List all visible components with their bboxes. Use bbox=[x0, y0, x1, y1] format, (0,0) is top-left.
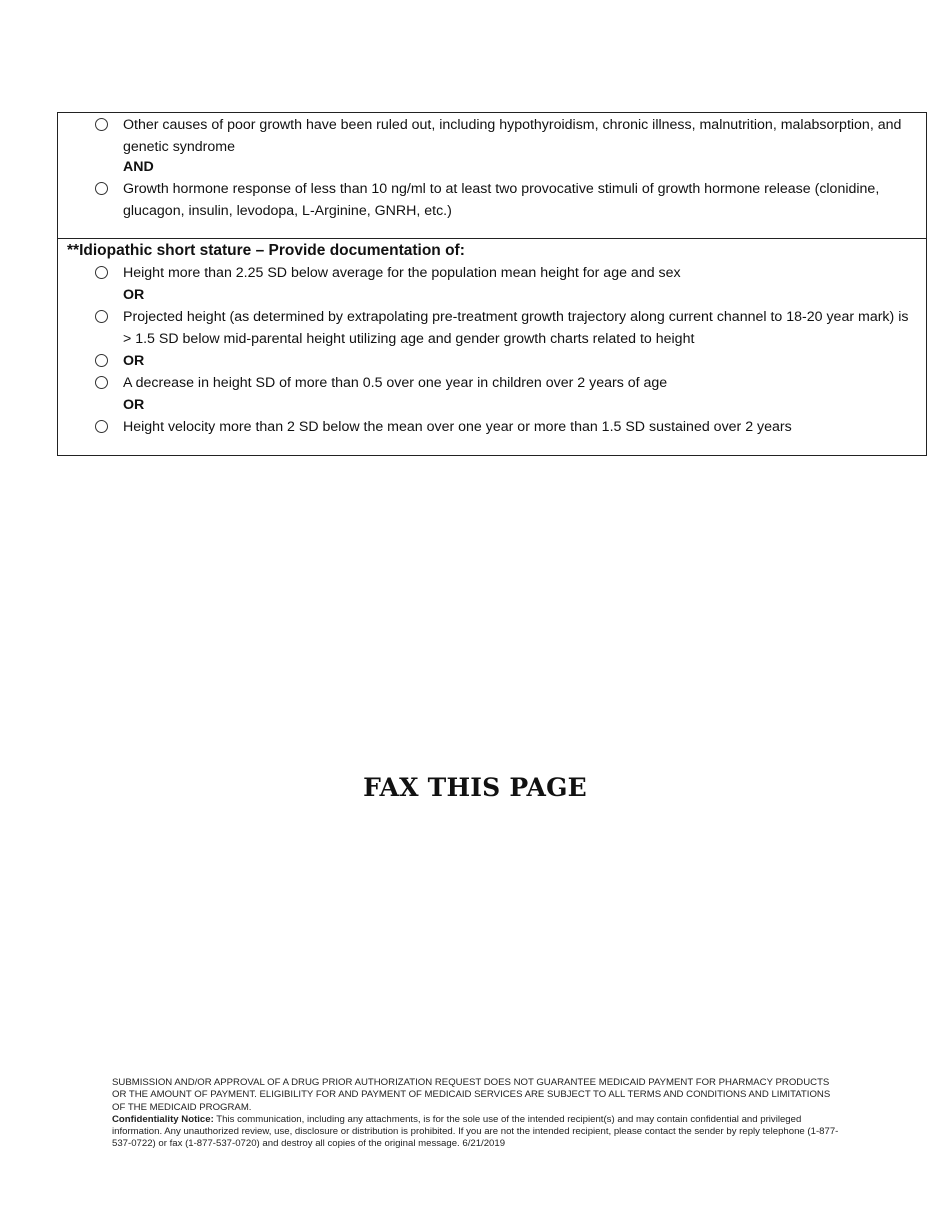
fax-page-title: FAX THIS PAGE bbox=[363, 773, 587, 802]
criteria-box-idiopathic-short-stature bbox=[57, 238, 927, 456]
disclaimer-text: SUBMISSION AND/OR APPROVAL OF A DRUG PRIOR AUTHORIZATION REQUEST DOES NOT GUARANTEE MEDICAID PAYMENT FOR PHARMACY PRODUCTS OR THE AMOUNT OF PAYMENT. ELIGIBILITY FOR AND PAYMENT OF MEDICAID SERVICES ARE SUBJECT TO ALL TERMS AND CONDITIONS AND LIMITATIONS OF THE MEDICAID PROGRAM. bbox=[112, 1077, 831, 1113]
criteria-item bbox=[58, 416, 926, 438]
confidentiality-notice bbox=[112, 1114, 842, 1151]
criteria-item bbox=[58, 372, 926, 394]
criteria-item-text: Projected height (as determined by extrapolating pre-treatment growth trajectory along current channel to 18-20 year mark) is > 1.5 SD below mid-parental height utilizing age and gender growth charts related to height bbox=[123, 309, 909, 347]
radio-button[interactable] bbox=[95, 266, 108, 279]
confidentiality-text: This communication, including any attachments, is for the sole use of the intended recipient(s) and may contain confidential and privileged information. Any unauthorized review, use, disclosure or distribution is prohibited. If you are not the intended recipient, please contact the sender by reply telephone (1-877-537-0722) or fax (1-877-537-0720) and destroy all copies of the original message. 6/21/2019 bbox=[112, 1113, 839, 1150]
confidentiality-label: Confidentiality Notice: bbox=[112, 1113, 214, 1125]
criteria-item bbox=[58, 178, 926, 222]
radio-button[interactable] bbox=[95, 118, 108, 131]
criteria-item bbox=[58, 114, 926, 158]
radio-button[interactable] bbox=[95, 354, 108, 367]
and-connector: AND bbox=[123, 159, 154, 175]
criteria-item-text: Other causes of poor growth have been ruled out, including hypothyroidism, chronic illness, malnutrition, malabsorption, and genetic syndrome bbox=[123, 117, 902, 155]
radio-button[interactable] bbox=[95, 310, 108, 323]
radio-button[interactable] bbox=[95, 182, 108, 195]
criteria-box-growth-hormone bbox=[57, 112, 927, 239]
criteria-item-text: A decrease in height SD of more than 0.5 over one year in children over 2 years of age bbox=[123, 375, 668, 391]
or-connector: OR bbox=[123, 287, 145, 303]
criteria-item-text: Growth hormone response of less than 10 ng/ml to at least two provocative stimuli of growth hormone release (clonidine, glucagon, insulin, levodopa, L-Arginine, GNRH, etc.) bbox=[123, 181, 880, 219]
criteria-item bbox=[58, 350, 926, 372]
footer-notice bbox=[112, 1077, 842, 1151]
criteria-item bbox=[58, 306, 926, 350]
criteria-item-text: Height more than 2.25 SD below average for the population mean height for age and sex bbox=[123, 265, 681, 281]
criteria-item-text: Height velocity more than 2 SD below the mean over one year or more than 1.5 SD sustained over 2 years bbox=[123, 419, 792, 435]
or-connector: OR bbox=[123, 397, 145, 413]
criteria-item-text: OR bbox=[123, 353, 145, 369]
radio-button[interactable] bbox=[95, 420, 108, 433]
section-heading: **Idiopathic short stature – Provide documentation of: bbox=[67, 242, 465, 259]
radio-button[interactable] bbox=[95, 376, 108, 389]
criteria-item bbox=[58, 262, 926, 284]
